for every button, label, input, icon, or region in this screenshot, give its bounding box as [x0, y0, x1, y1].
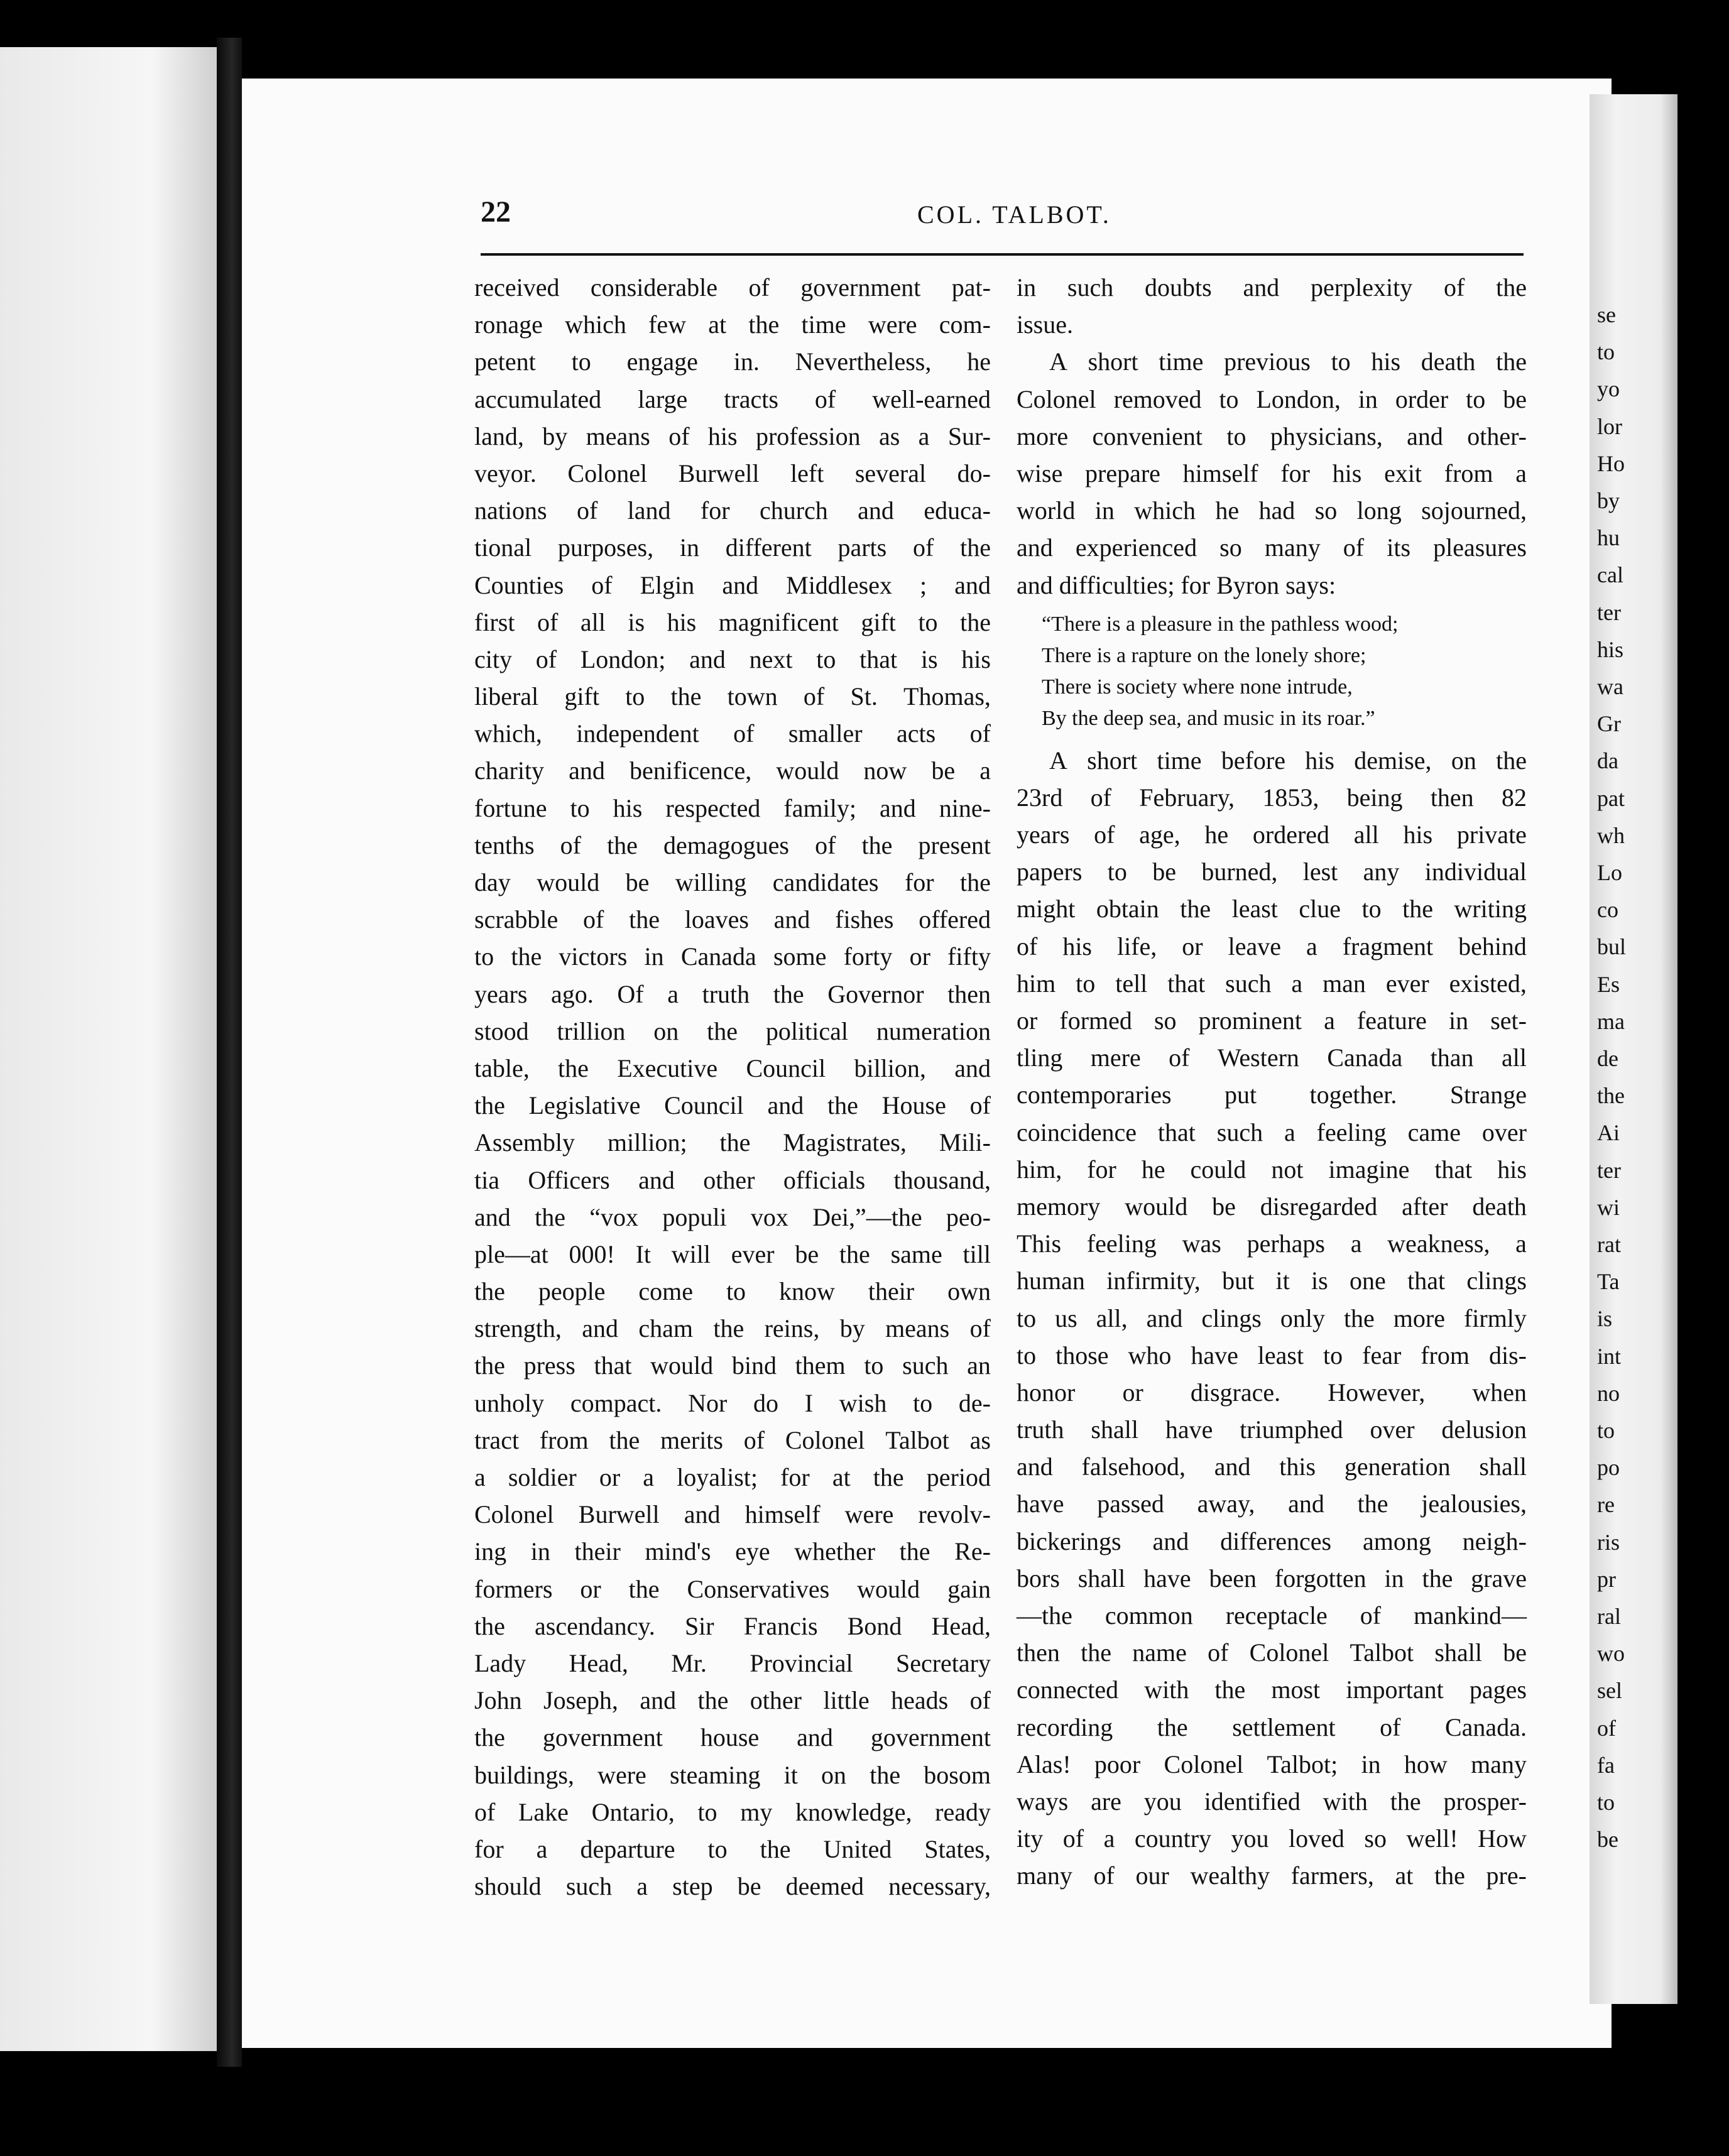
next-page-fragment: sel [1597, 1678, 1622, 1704]
next-page-fragment: bul [1597, 934, 1627, 960]
text-line: first of all is his magnificent gift to the [474, 607, 991, 636]
next-page-fragment: to [1597, 1418, 1615, 1443]
text-line: a soldier or a loyalist; for at the period [474, 1463, 991, 1491]
text-line: bors shall have been forgotten in the grave [1017, 1564, 1527, 1592]
text-line: This feeling was perhaps a weakness, a [1017, 1229, 1527, 1258]
text-line: issue. [1017, 310, 1073, 339]
text-line: honor or disgrace. However, when [1017, 1378, 1527, 1407]
text-line: —the common receptacle of mankind— [1017, 1601, 1527, 1630]
text-line: papers to be burned, lest any individual [1017, 858, 1527, 886]
next-page-fragment: re [1597, 1492, 1615, 1518]
text-line: truth shall have triumphed over delusion [1017, 1415, 1527, 1444]
text-line: scrabble of the loaves and fishes offered [474, 905, 991, 934]
text-line: city of London; and next to that is his [474, 645, 991, 673]
text-line: of Lake Ontario, to my knowledge, ready [474, 1797, 991, 1826]
text-line: strength, and cham the reins, by means of [474, 1314, 991, 1343]
next-page-fragment: pr [1597, 1566, 1616, 1592]
text-line: many of our wealthy farmers, at the pre- [1017, 1861, 1527, 1890]
text-line: and falsehood, and this generation shall [1017, 1452, 1527, 1481]
next-page-fragment: int [1597, 1343, 1622, 1369]
next-page-fragment: co [1597, 897, 1618, 923]
poem-line: “There is a pleasure in the pathless wood; [1042, 612, 1399, 636]
next-page-fragment: ter [1597, 1157, 1621, 1183]
text-line: veyor. Colonel Burwell left several do- [474, 459, 991, 487]
text-line: land, by means of his profession as a Sur- [474, 422, 991, 450]
text-line: and difficulties; for Byron says: [1017, 570, 1336, 599]
page-number: 22 [481, 195, 511, 229]
text-line: of his life, or leave a fragment behind [1017, 932, 1527, 961]
text-line: charity and benificence, would now be a [474, 756, 991, 785]
text-line: ple—at 000! It will ever be the same till [474, 1239, 991, 1268]
text-line: table, the Executive Council billion, and [474, 1054, 991, 1082]
text-line: then the name of Colonel Talbot shall be [1017, 1638, 1527, 1667]
text-line: might obtain the least clue to the writing [1017, 895, 1527, 923]
text-line: A short time previous to his death the [1049, 347, 1527, 376]
poem-line: By the deep sea, and music in its roar.” [1042, 706, 1375, 730]
next-page-fragment: Ai [1597, 1120, 1620, 1146]
text-line: wise prepare himself for his exit from a [1017, 459, 1527, 487]
text-line: bickerings and differences among neigh- [1017, 1527, 1527, 1555]
text-line: the ascendancy. Sir Francis Bond Head, [474, 1611, 991, 1640]
page-header [481, 195, 1486, 232]
next-page-fragment: wa [1597, 674, 1623, 699]
next-page-fragment: ter [1597, 599, 1621, 625]
text-column-left [474, 269, 991, 1905]
next-page-fragment: ris [1597, 1529, 1620, 1555]
text-line: have passed away, and the jealousies, [1017, 1489, 1527, 1518]
text-line: to those who have least to fear from dis- [1017, 1341, 1527, 1369]
text-line: ing in their mind's eye whether the Re- [474, 1537, 991, 1566]
next-page-fragment: hu [1597, 525, 1620, 551]
next-page-fragment: cal [1597, 562, 1623, 588]
text-line: formers or the Conservatives would gain [474, 1574, 991, 1603]
next-page-fragment: Ta [1597, 1269, 1620, 1295]
text-line: nations of land for church and educa- [474, 496, 991, 525]
text-line: John Joseph, and the other little heads of [474, 1686, 991, 1715]
text-line: tract from the merits of Colonel Talbot as [474, 1425, 991, 1454]
text-line: tia Officers and other officials thousand, [474, 1165, 991, 1194]
text-line: human infirmity, but it is one that clings [1017, 1266, 1527, 1295]
text-line: to us all, and clings only the more firmly [1017, 1304, 1527, 1332]
text-line: the Legislative Council and the House of [474, 1091, 991, 1120]
text-line: received considerable of government pat- [474, 273, 991, 302]
next-page-fragment: Gr [1597, 711, 1621, 737]
next-page-fragment: yo [1597, 376, 1620, 402]
text-line: should such a step be deemed necessary, [474, 1872, 991, 1901]
next-page-fragment: by [1597, 488, 1620, 513]
text-line: unholy compact. Nor do I wish to de- [474, 1388, 991, 1417]
text-line: memory would be disregarded after death [1017, 1192, 1527, 1221]
text-line: day would be willing candidates for the [474, 868, 991, 896]
text-line: stood trillion on the political numeration [474, 1016, 991, 1045]
next-page-fragment: pat [1597, 785, 1625, 811]
text-line: connected with the most important pages [1017, 1675, 1527, 1704]
next-page-fragment: no [1597, 1380, 1620, 1406]
text-line: years of age, he ordered all his private [1017, 820, 1527, 849]
scan-border [1677, 94, 1729, 2004]
text-line: accumulated large tracts of well-earned [474, 384, 991, 413]
next-page-fragment: of [1597, 1715, 1616, 1741]
text-line: which, independent of smaller acts of [474, 719, 991, 748]
text-line: for a departure to the United States, [474, 1834, 991, 1863]
text-line: petent to engage in. Nevertheless, he [474, 347, 991, 376]
next-page-fragment: ma [1597, 1008, 1625, 1034]
text-line: tenths of the demagogues of the present [474, 830, 991, 859]
text-line: Counties of Elgin and Middlesex ; and [474, 570, 991, 599]
text-line: ways are you identified with the prosper- [1017, 1787, 1527, 1816]
text-line: recording the settlement of Canada. [1017, 1712, 1527, 1741]
text-line: world in which he had so long sojourned, [1017, 496, 1527, 525]
next-page-fragment: wi [1597, 1194, 1620, 1220]
text-line: contemporaries put together. Strange [1017, 1081, 1527, 1109]
text-line: to the victors in Canada some forty or fifty [474, 942, 991, 971]
text-line: tional purposes, in different parts of the [474, 533, 991, 562]
text-line: or formed so prominent a feature in set- [1017, 1006, 1527, 1035]
text-line: Assembly million; the Magistrates, Mili- [474, 1128, 991, 1157]
text-column-right [1017, 269, 1527, 1895]
text-line: Lady Head, Mr. Provincial Secretary [474, 1648, 991, 1677]
poem-line: There is a rapture on the lonely shore; [1042, 643, 1366, 667]
running-title: COL. TALBOT. [917, 200, 1111, 229]
text-line: Alas! poor Colonel Talbot; in how many [1017, 1750, 1527, 1778]
next-page-fragment: Ho [1597, 450, 1625, 476]
next-page-fragment: Es [1597, 971, 1620, 997]
next-page-fragment: lor [1597, 413, 1622, 439]
text-line: 23rd of February, 1853, being then 82 [1017, 783, 1527, 812]
next-page-fragment: to [1597, 339, 1615, 365]
next-page-fragment: is [1597, 1306, 1613, 1332]
text-line: the people come to know their own [474, 1277, 991, 1306]
text-line: liberal gift to the town of St. Thomas, [474, 682, 991, 711]
text-line: Colonel removed to London, in order to be [1017, 384, 1527, 413]
text-line: the government house and government [474, 1723, 991, 1752]
text-line: the press that would bind them to such an [474, 1351, 991, 1380]
next-page-fragment: po [1597, 1455, 1620, 1481]
text-line: buildings, were steaming it on the bosom [474, 1760, 991, 1789]
next-page-fragment: rat [1597, 1232, 1621, 1257]
next-page-edge [1590, 94, 1677, 2004]
previous-page-edge [0, 47, 217, 2051]
text-line: coincidence that such a feeling came over [1017, 1118, 1527, 1146]
text-line: A short time before his demise, on the [1049, 746, 1527, 775]
text-line: and the “vox populi vox Dei,”—the peo- [474, 1202, 991, 1231]
byron-quotation [1017, 609, 1527, 734]
next-page-fragment: ral [1597, 1604, 1621, 1629]
next-page-fragment: his [1597, 636, 1624, 662]
next-page-fragment: wh [1597, 822, 1625, 848]
next-page-fragment: Lo [1597, 860, 1622, 885]
text-line: Colonel Burwell and himself were revolv- [474, 1500, 991, 1529]
next-page-fragment: to [1597, 1790, 1615, 1815]
text-line: more convenient to physicians, and other- [1017, 422, 1527, 450]
text-line: fortune to his respected family; and nine- [474, 793, 991, 822]
text-line: in such doubts and perplexity of the [1017, 273, 1527, 302]
text-line: tling mere of Western Canada than all [1017, 1043, 1527, 1072]
header-rule [481, 253, 1524, 256]
next-page-fragment: be [1597, 1827, 1618, 1853]
text-line: ity of a country you loved so well! How [1017, 1824, 1527, 1853]
text-line: him, for he could not imagine that his [1017, 1155, 1527, 1184]
text-line: years ago. Of a truth the Governor then [474, 979, 991, 1008]
text-line: him to tell that such a man ever existed, [1017, 969, 1527, 998]
next-page-fragment: da [1597, 748, 1618, 774]
text-line: and experienced so many of its pleasures [1017, 533, 1527, 562]
text-line: ronage which few at the time were com- [474, 310, 991, 339]
next-page-fragment: wo [1597, 1641, 1625, 1667]
next-page-fragment: de [1597, 1046, 1618, 1071]
book-gutter [217, 38, 242, 2067]
poem-line: There is society where none intrude, [1042, 675, 1353, 699]
next-page-fragment: the [1597, 1083, 1625, 1109]
next-page-fragment: fa [1597, 1752, 1615, 1778]
next-page-fragment: se [1597, 302, 1616, 327]
